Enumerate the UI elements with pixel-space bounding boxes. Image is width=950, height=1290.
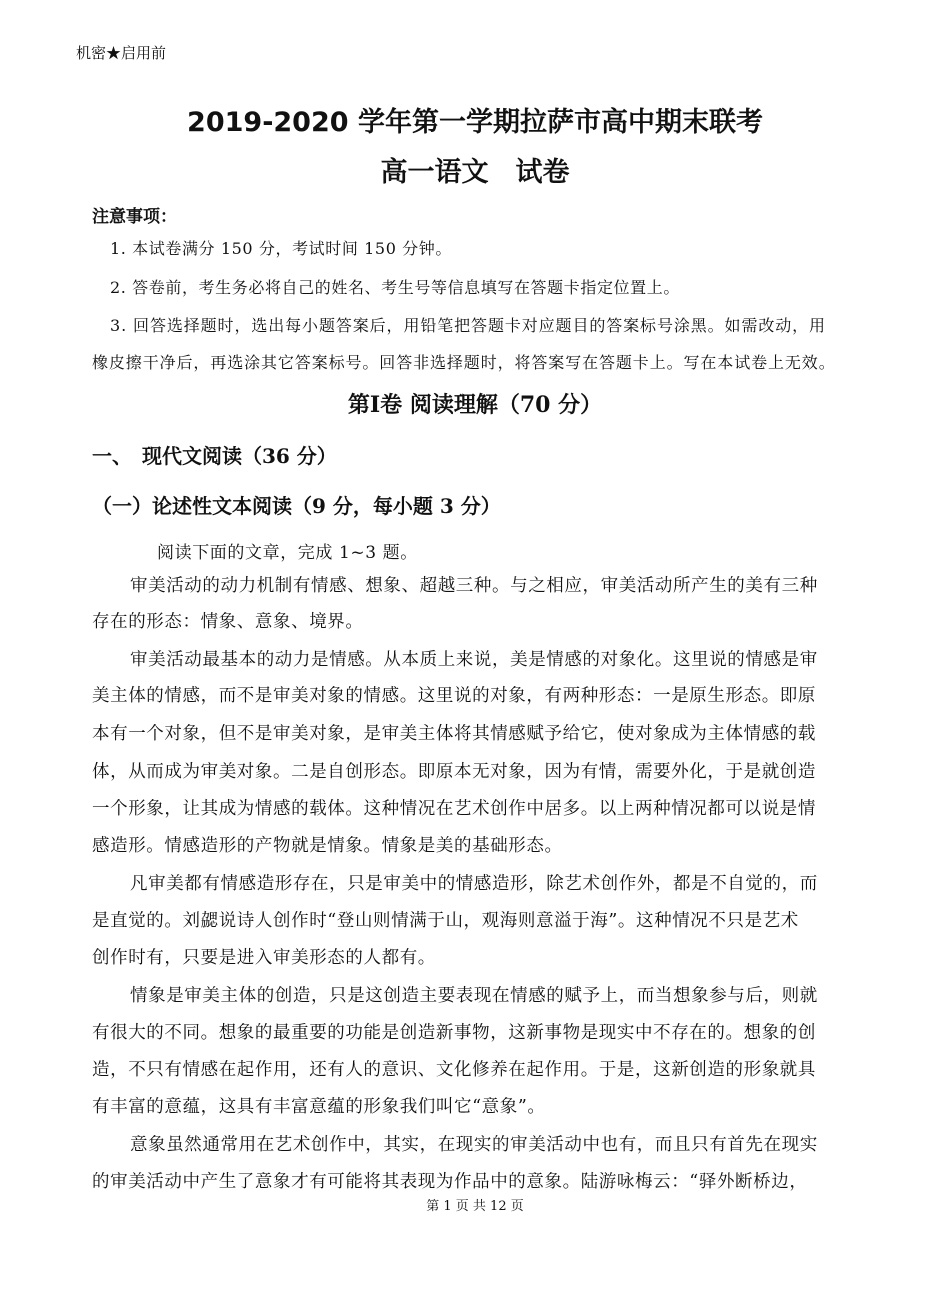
notice-heading: 注意事项： [92,207,177,227]
part-heading: 第Ⅰ卷 阅读理解（70 分） [347,392,603,418]
passage-line: 美主体的情感，而不是审美对象的情感。这里说的对象，有两种形态：一是原生形态。即原 [92,686,816,706]
passage-line: 一个形象，让其成为情感的载体。这种情况在艺术创作中居多。以上两种情况都可以说是情 [92,799,816,819]
passage-line: 是直觉的。刘勰说诗人创作时“登山则情满于山，观海则意溢于海”。这种情况不只是艺术 [92,911,799,931]
passage-line: 审美活动的动力机制有情感、想象、超越三种。与之相应，审美活动所产生的美有三种 [130,576,818,596]
passage-line: 感造形。情感造形的产物就是情象。情象是美的基础形态。 [92,836,563,856]
passage-line: 情象是审美主体的创造，只是这创造主要表现在情感的赋予上，而当想象参与后，则就 [130,986,818,1006]
passage-line: 本有一个对象，但不是审美对象，是审美主体将其情感赋予给它，使对象成为主体情感的载 [92,724,816,744]
section-heading: 一、 现代文阅读（36 分） [92,444,337,468]
passage-line: 的审美活动中产生了意象才有可能将其表现为作品中的意象。陆游咏梅云：“驿外断桥边， [92,1172,808,1192]
passage-line: 体，从而成为审美对象。二是自创形态。即原本无对象，因为有情，需要外化，于是就创造 [92,762,816,782]
passage-line: 凡审美都有情感造形存在，只是审美中的情感造形，除艺术创作外，都是不自觉的，而 [130,874,818,894]
notice-item-2: 2. 答卷前，考生务必将自己的姓名、考生号等信息填写在答题卡指定位置上。 [110,278,680,297]
confidential-label: 机密★启用前 [76,44,167,62]
passage-line: 创作时有，只要是进入审美形态的人都有。 [92,948,436,968]
notice-item-3: 3. 回答选择题时，选出每小题答案后，用铅笔把答题卡对应题目的答案标号涂黑。如需改动，用 [110,316,826,335]
notice-item-1: 1. 本试卷满分 150 分，考试时间 150 分钟。 [110,239,452,258]
passage-line: 有很大的不同。想象的最重要的功能是创造新事物，这新事物是现实中不存在的。想象的创 [92,1023,816,1043]
page-number: 第 1 页 共 12 页 [426,1199,524,1214]
subsection-heading: （一）论述性文本阅读（9 分，每小题 3 分） [92,494,501,518]
exam-subtitle: 高一语文 试卷 [380,157,570,188]
passage-line: 造，不只有情感在起作用，还有人的意识、文化修养在起作用。于是，这新创造的形象就具 [92,1060,816,1080]
passage-line: 审美活动最基本的动力是情感。从本质上来说，美是情感的对象化。这里说的情感是审 [130,650,818,670]
passage-line: 有丰富的意蕴，这具有丰富意蕴的形象我们叫它“意象”。 [92,1097,546,1117]
reading-instruction: 阅读下面的文章，完成 1~3 题。 [157,543,418,563]
exam-title: 2019-2020 学年第一学期拉萨市高中期末联考 [187,107,763,138]
passage-line: 意象虽然通常用在艺术创作中，其实，在现实的审美活动中也有，而且只有首先在现实 [130,1135,818,1155]
notice-item-3-cont: 橡皮擦干净后，再选涂其它答案标号。回答非选择题时，将答案写在答题卡上。写在本试卷上无效。 [92,353,836,372]
passage-line: 存在的形态：情象、意象、境界。 [92,612,364,632]
